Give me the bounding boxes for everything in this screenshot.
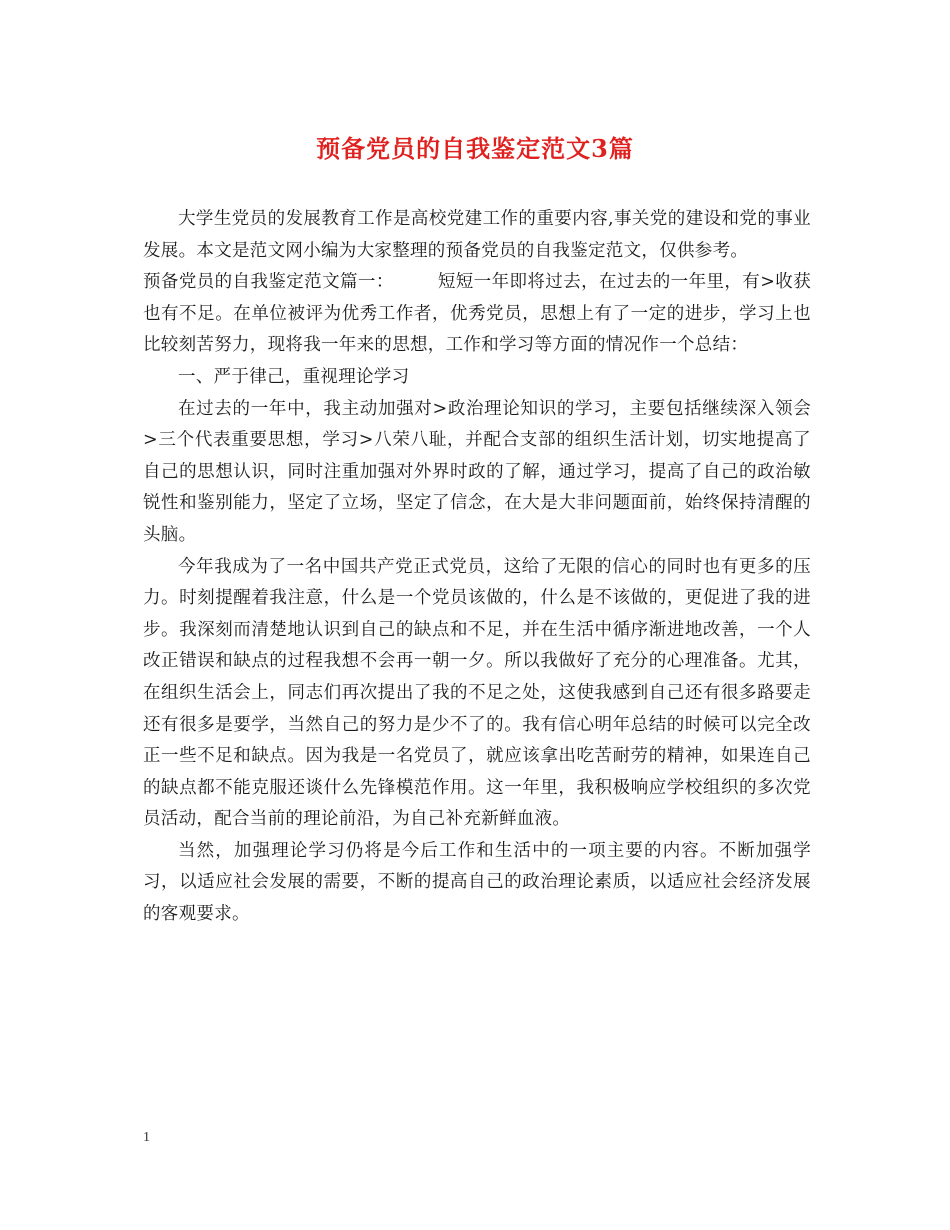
body-paragraph-2: 今年我成为了一名中国共产党正式党员，这给了无限的信心的同时也有更多的压力。时刻提醒着我注意，什么是一个党员该做的，什么是不该做的，更促进了我的进步。我深刻而清楚地认识到自己的缺点和不足，并在生活中循序渐进地改善，一个人改正错误和缺点的过程我想不会再一朝一夕。所以我做好了充分的心理准备。尤其，在组织生活会上，同志们再次提出了我的不足之处，这使我感到自己还有很多路要走还有很多是要学，当然自己的努力是少不了的。我有信心明年总结的时候可以完全改正一些不足和缺点。因为我是一名党员了，就应该拿出吃苦耐劳的精神，如果连自己的缺点都不能克服还谈什么先锋模范作用。这一年里，我积极响应学校组织的多次党员活动，配合当前的理论前沿，为自己补充新鲜血液。 bbox=[143, 556, 811, 830]
section-heading: 一、严于律己，重视理论学习 bbox=[178, 366, 410, 387]
intro-paragraph: 大学生党员的发展教育工作是高校党建工作的重要内容,事关党的建设和党的事业发展。本文是范文网小编为大家整理的预备党员的自我鉴定范文，仅供参考。 bbox=[143, 209, 811, 261]
essay-heading: 预备党员的自我鉴定范文篇一： bbox=[143, 272, 394, 293]
body-paragraph-1: 在过去的一年中，我主动加强对>政治理论知识的学习，主要包括继续深入领会>三个代表重要思想，学习>八荣八耻，并配合支部的组织生活计划，切实地提高了自己的思想认识，同时注重加强对外界时政的了解，通过学习，提高了自己的政治敏锐性和鉴别能力，坚定了立场，坚定了信念，在大是大非问题面前，始终保持清醒的头脑。 bbox=[143, 398, 811, 545]
document-body bbox=[143, 204, 811, 931]
body-paragraph-3: 当然，加强理论学习仍将是今后工作和生活中的一项主要的内容。不断加强学习，以适应社会发展的需要，不断的提高自己的政治理论素质，以适应社会经济发展的客观要求。 bbox=[143, 840, 811, 925]
document-title: 预备党员的自我鉴定范文3篇 bbox=[316, 134, 634, 163]
page-number: 1 bbox=[143, 1130, 150, 1145]
essay-opening-paragraph bbox=[143, 267, 811, 362]
essay-opening-text: 短短一年即将过去，在过去的一年里，有>收获也有不足。在单位被评为优秀工作者，优秀党员，思想上有了一定的进步，学习上也比较刻苦努力，现将我一年来的思想，工作和学习等方面的情况作一个总结： bbox=[143, 272, 811, 356]
